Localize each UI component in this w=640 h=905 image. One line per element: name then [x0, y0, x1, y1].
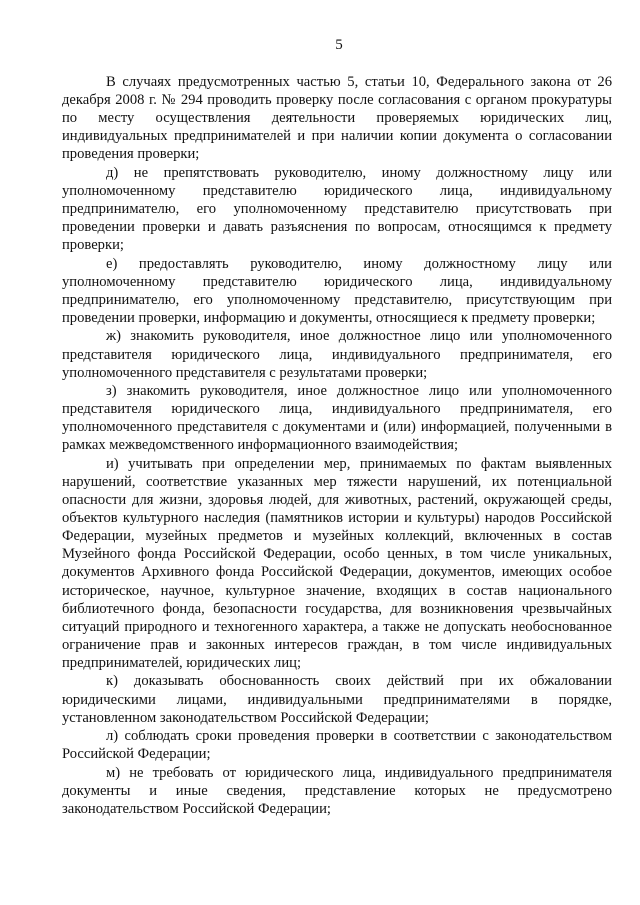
paragraph-l: л) соблюдать сроки проведения проверки в соответствии с законодательством Российской Федерации; [62, 728, 612, 763]
paragraph-z: з) знакомить руководителя, иное должностное лицо или уполномоченного представителя юридического лица, индивидуального предпринимателя, его уполномоченного представителя с документами и (или) информацией, полученными в рамках межведомственного информационного взаимодействия; [62, 383, 612, 454]
paragraph-d: д) не препятствовать руководителю, иному должностному лицу или уполномоченному представителю юридического лица, индивидуальному предпринимателю, его уполномоченному представителю присутствовать при проведении проверки и давать разъяснения по вопросам, относящимся к предмету проверки; [62, 164, 612, 254]
paragraph-k: к) доказывать обоснованность своих действий при их обжаловании юридическими лицами, индивидуальными предпринимателями в порядке, установленном законодательством Российской Федерации; [62, 673, 612, 726]
document-page [62, 36, 612, 818]
paragraph-prosecutor-approval: В случаях предусмотренных частью 5, статьи 10, Федерального закона от 26 декабря 2008 г. № 294 проводить проверку после согласования с органом прокуратуры по месту осуществления деятельности проверяемых юридических лиц, индивидуальных предпринимателей и при наличии копии документа о согласовании проведения проверки; [62, 74, 612, 163]
paragraph-m: м) не требовать от юридического лица, индивидуального предпринимателя документы и иные сведения, представление которых не предусмотрено законодательством Российской Федерации; [62, 764, 612, 817]
paragraph-i: и) учитывать при определении мер, принимаемых по фактам выявленных нарушений, соответствие указанных мер тяжести нарушений, их потенциальной опасности для жизни, здоровья людей, для животных, растений, окружающей среды, объектов культурного наследия (памятников истории и культуры) народов Российской Федерации, музейных предметов и музейных коллекций, включенных в состав Музейного фонда Российской Федерации, особо ценных, в том числе уникальных, документов Архивного фонда Российской Федерации, документов, имеющих особое историческое, научное, культурное значение, входящих в состав национального библиотечного фонда, безопасности государства, для возникновения чрезвычайных ситуаций природного и техногенного характера, а также не допускать необоснованное ограничение прав и законных интересов граждан, в том числе индивидуальных предпринимателей, юридических лиц; [62, 455, 612, 671]
paragraph-zh: ж) знакомить руководителя, иное должностное лицо или уполномоченного представителя юридического лица, индивидуального предпринимателя, его уполномоченного представителя с результатами проверки; [62, 328, 612, 381]
paragraph-e: е) предоставлять руководителю, иному должностному лицу или уполномоченному представителю юридического лица, индивидуальному предпринимателю, его уполномоченному представителю, присутствующим при проведении проверки, информацию и документы, относящиеся к предмету проверки; [62, 255, 612, 326]
page-number: 5 [335, 37, 343, 53]
